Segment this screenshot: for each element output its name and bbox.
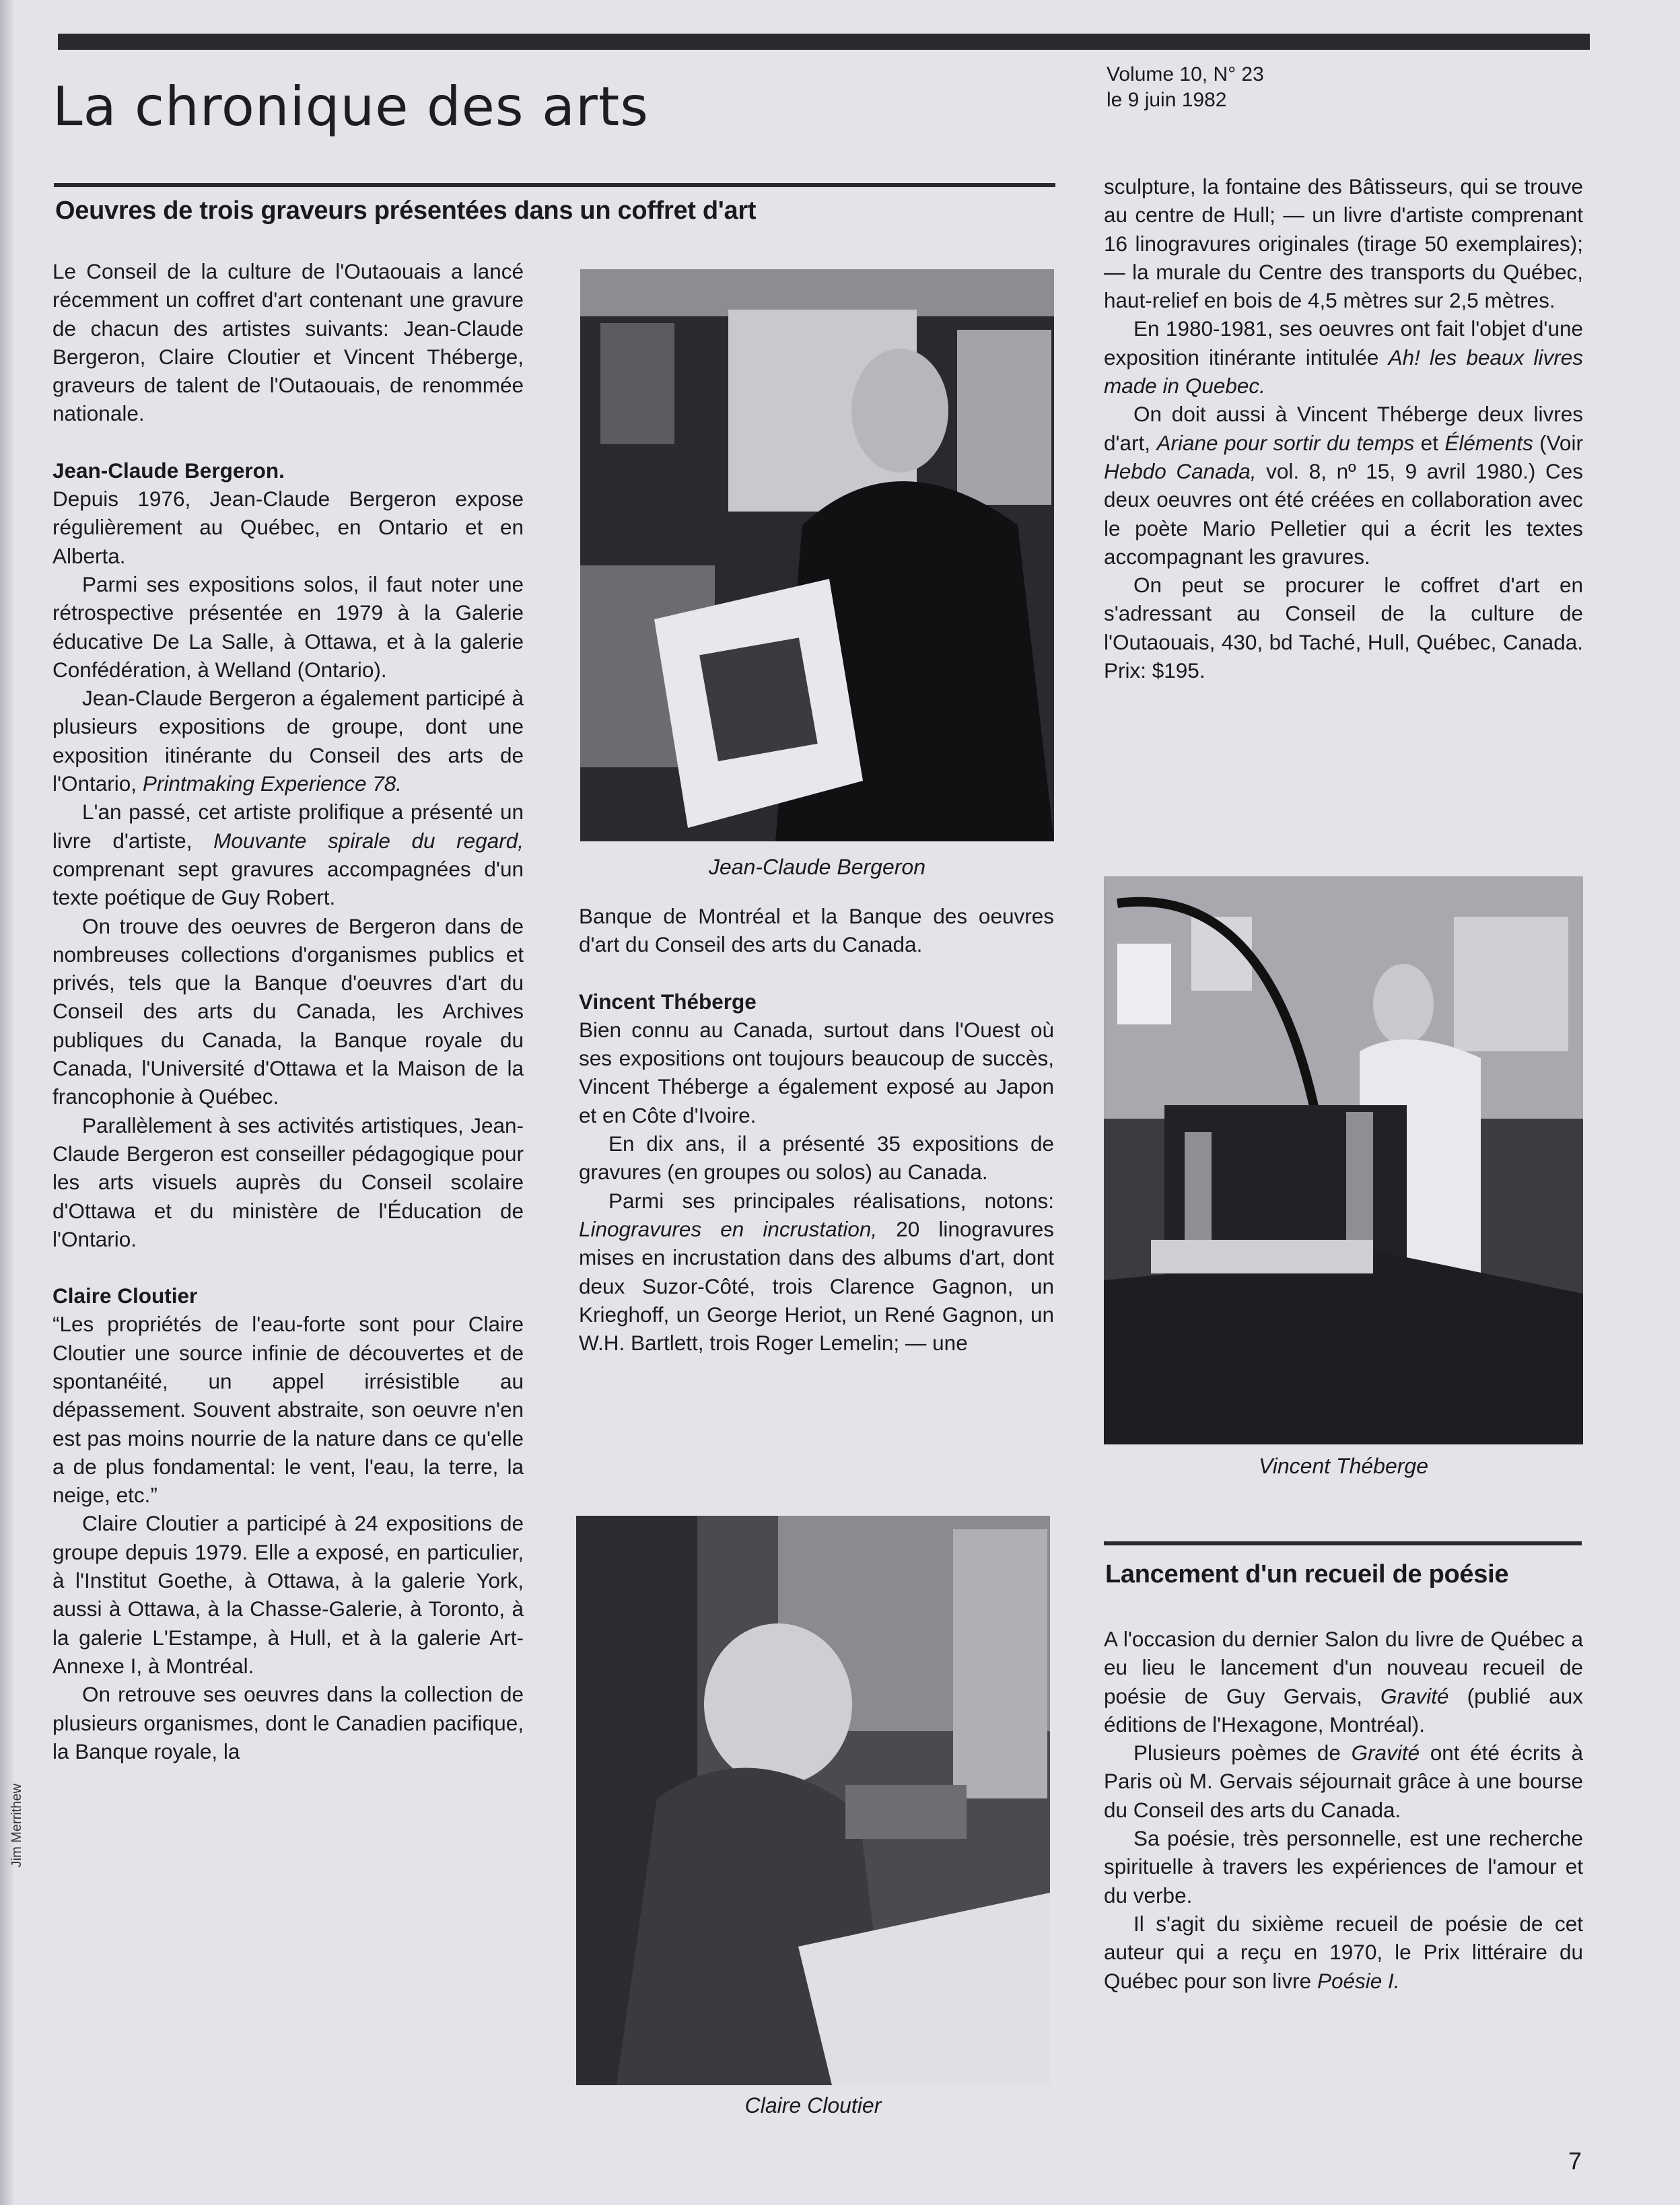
page-gutter-shadow bbox=[0, 0, 15, 2205]
paragraph: Claire Cloutier a participé à 24 expositions de groupe depuis 1979. Elle a exposé, en particulier, à l'Institut Goethe, à Ottawa, à la galerie York, aussi à Ottawa, à la Chasse-Galerie, à Toronto, à la galerie L'Estampe, à Hull, et à la galerie Art-Annexe I, à Montréal. bbox=[53, 1511, 524, 1678]
photo-credit: Jim Merrithew bbox=[9, 1784, 24, 1868]
paragraph: Sa poésie, très personnelle, est une recherche spirituelle à travers les expériences de l'amour et du verbe. bbox=[1104, 1826, 1583, 1908]
column-1 bbox=[53, 257, 524, 1765]
headline-rule bbox=[1104, 1541, 1582, 1545]
section-heading-theberge: Vincent Théberge bbox=[579, 989, 757, 1014]
paragraph: Banque de Montréal et la Banque des oeuvres d'art du Conseil des arts du Canada. bbox=[579, 904, 1054, 957]
paragraph: On retrouve ses oeuvres dans la collection de plusieurs organismes, dont le Canadien pacifique, la Banque royale, la bbox=[53, 1682, 524, 1763]
paragraph: Depuis 1976, Jean-Claude Bergeron expose régulièrement au Québec, en Ontario et en Alberta. bbox=[53, 487, 524, 568]
book-title: Gravité bbox=[1380, 1683, 1449, 1708]
work-title: Printmaking Experience 78. bbox=[142, 771, 403, 796]
quote-paragraph: “Les propriétés de l'eau-forte sont pour Claire Cloutier une source infinie de découvertes et de spontanéité, un appel irrésistible au dépassement. Souvent abstraite, son oeuvre n'en est pas moins nourrie de la nature dans ce qu'elle a de plus fondamental: le vent, l'eau, la terre, la neige, etc.” bbox=[53, 1312, 524, 1508]
work-title: Ah! les beaux livres made in Quebec. bbox=[1104, 345, 1583, 398]
paragraph: Parmi ses expositions solos, il faut noter une rétrospective présentée en 1979 à la Galerie éducative De La Salle, à Ottawa, et à la galerie Confédération, à Welland (Ontario). bbox=[53, 571, 524, 682]
photo-bergeron bbox=[580, 269, 1054, 841]
publication-title: Hebdo Canada, bbox=[1104, 458, 1257, 483]
photo-theberge bbox=[1104, 876, 1583, 1444]
paragraph: On peut se procurer le coffret d'art en s'adressant au Conseil de la culture de l'Outaouais, 430, bd Taché, Hull, Québec, Canada. Prix: $195. bbox=[1104, 573, 1583, 683]
paragraph: En 1980-1981, ses oeuvres ont fait l'objet d'une exposition itinérante intitulée Ah! les beaux livres made in Quebec. bbox=[1104, 316, 1583, 398]
paragraph: Plusieurs poèmes de Gravité ont été écrits à Paris où M. Gervais séjournait grâce à une bourse du Conseil des arts du Canada. bbox=[1104, 1741, 1583, 1822]
column-3 bbox=[1104, 172, 1583, 685]
top-rule bbox=[58, 34, 1590, 50]
book-title: Gravité bbox=[1351, 1741, 1420, 1765]
paragraph: On doit aussi à Vincent Théberge deux livres d'art, Ariane pour sortir du temps et Éléments (Voir Hebdo Canada, vol. 8, nº 15, 9 avril 1980.) Ces deux oeuvres ont été créées en collaboration avec le poète Mario Pelletier qui a écrit les textes accompagnant les gravures. bbox=[1104, 402, 1583, 569]
issue-info bbox=[1107, 62, 1264, 113]
paragraph: sculpture, la fontaine des Bâtisseurs, qui se trouve au centre de Hull; — un livre d'artiste comprenant 16 linogravures originales (tirage 50 exemplaires); — la murale du Centre des transports du Québec, haut-relief en bois de 4,5 mètres sur 2,5 mètres. bbox=[1104, 174, 1583, 313]
headline-rule bbox=[54, 183, 1055, 187]
intro-paragraph: Le Conseil de la culture de l'Outaouais a lancé récemment un coffret d'art contenant une gravure de chacun des artistes suivants: Jean-Claude Bergeron, Claire Cloutier et Vincent Théberge, graveurs de talent de l'Outaouais, de renommée nationale. bbox=[53, 259, 524, 426]
work-title: Ariane pour sortir du temps bbox=[1156, 430, 1415, 455]
section-heading-cloutier: Claire Cloutier bbox=[53, 1284, 198, 1308]
paragraph: Il s'agit du sixième recueil de poésie de cet auteur qui a reçu en 1970, le Prix littéraire du Québec pour son livre Poésie I. bbox=[1104, 1911, 1583, 1993]
paragraph: Parmi ses principales réalisations, notons: Linogravures en incrustation, 20 linogravures mises en incrustation dans des albums d'art, dont deux Suzor-Côté, trois Clarence Gagnon, un Krieghoff, un George Heriot, un René Gagnon, un W.H. Bartlett, trois Roger Lemelin; — une bbox=[579, 1188, 1054, 1356]
column-2 bbox=[579, 902, 1054, 1357]
photo-cloutier bbox=[576, 1516, 1050, 2085]
photo-caption: Vincent Théberge bbox=[1258, 1454, 1429, 1478]
issue-date: le 9 juin 1982 bbox=[1107, 89, 1227, 111]
paragraph: A l'occasion du dernier Salon du livre de Québec a eu lieu le lancement d'un nouveau recueil de poésie de Guy Gervais, Gravité (publié aux éditions de l'Hexagone, Montréal). bbox=[1104, 1627, 1583, 1737]
work-title: Linogravures en incrustation, bbox=[579, 1216, 878, 1241]
photo-caption: Claire Cloutier bbox=[744, 2093, 882, 2118]
paragraph: Jean-Claude Bergeron a également participé à plusieurs expositions de groupe, dont une exposition itinérante du Conseil des arts de l'Ontario, Printmaking Experience 78. bbox=[53, 686, 524, 796]
work-title: Éléments bbox=[1444, 430, 1533, 455]
work-title: Mouvante spirale du regard, bbox=[213, 828, 524, 853]
book-title: Poésie I. bbox=[1317, 1968, 1400, 1993]
page-title: La chronique des arts bbox=[53, 75, 649, 138]
volume-number: Volume 10, N° 23 bbox=[1107, 63, 1264, 85]
article-headline: Lancement d'un recueil de poésie bbox=[1105, 1560, 1509, 1588]
article-headline: Oeuvres de trois graveurs présentées dans un coffret d'art bbox=[55, 197, 757, 225]
paragraph: Bien connu au Canada, surtout dans l'Ouest où ses expositions ont toujours beaucoup de succès, Vincent Théberge a également exposé au Japon et en Côte d'Ivoire. bbox=[579, 1017, 1054, 1127]
paragraph: Parallèlement à ses activités artistiques, Jean-Claude Bergeron est conseiller pédagogique pour les arts visuels auprès du Conseil scolaire d'Ottawa et du ministère de l'Éducation de l'Ontario. bbox=[53, 1113, 524, 1251]
article2-body bbox=[1104, 1625, 1583, 1995]
paragraph: En dix ans, il a présenté 35 expositions de gravures (en groupes ou solos) au Canada. bbox=[579, 1131, 1054, 1185]
paragraph: On trouve des oeuvres de Bergeron dans de nombreuses collections d'organismes publics et privés, tels que la Banque d'oeuvres d'art du Conseil des arts du Canada, les Archives publiques du Canada, la Banque royale du Canada, l'Université d'Ottawa et la Maison de la francophonie à Québec. bbox=[53, 913, 524, 1109]
page-number: 7 bbox=[1568, 2147, 1582, 2175]
section-heading-bergeron: Jean-Claude Bergeron. bbox=[53, 458, 285, 483]
paragraph: L'an passé, cet artiste prolifique a présenté un livre d'artiste, Mouvante spirale du regard, comprenant sept gravures accompagnées d'un texte poétique de Guy Robert. bbox=[53, 800, 524, 910]
photo-caption: Jean-Claude Bergeron bbox=[709, 855, 925, 879]
